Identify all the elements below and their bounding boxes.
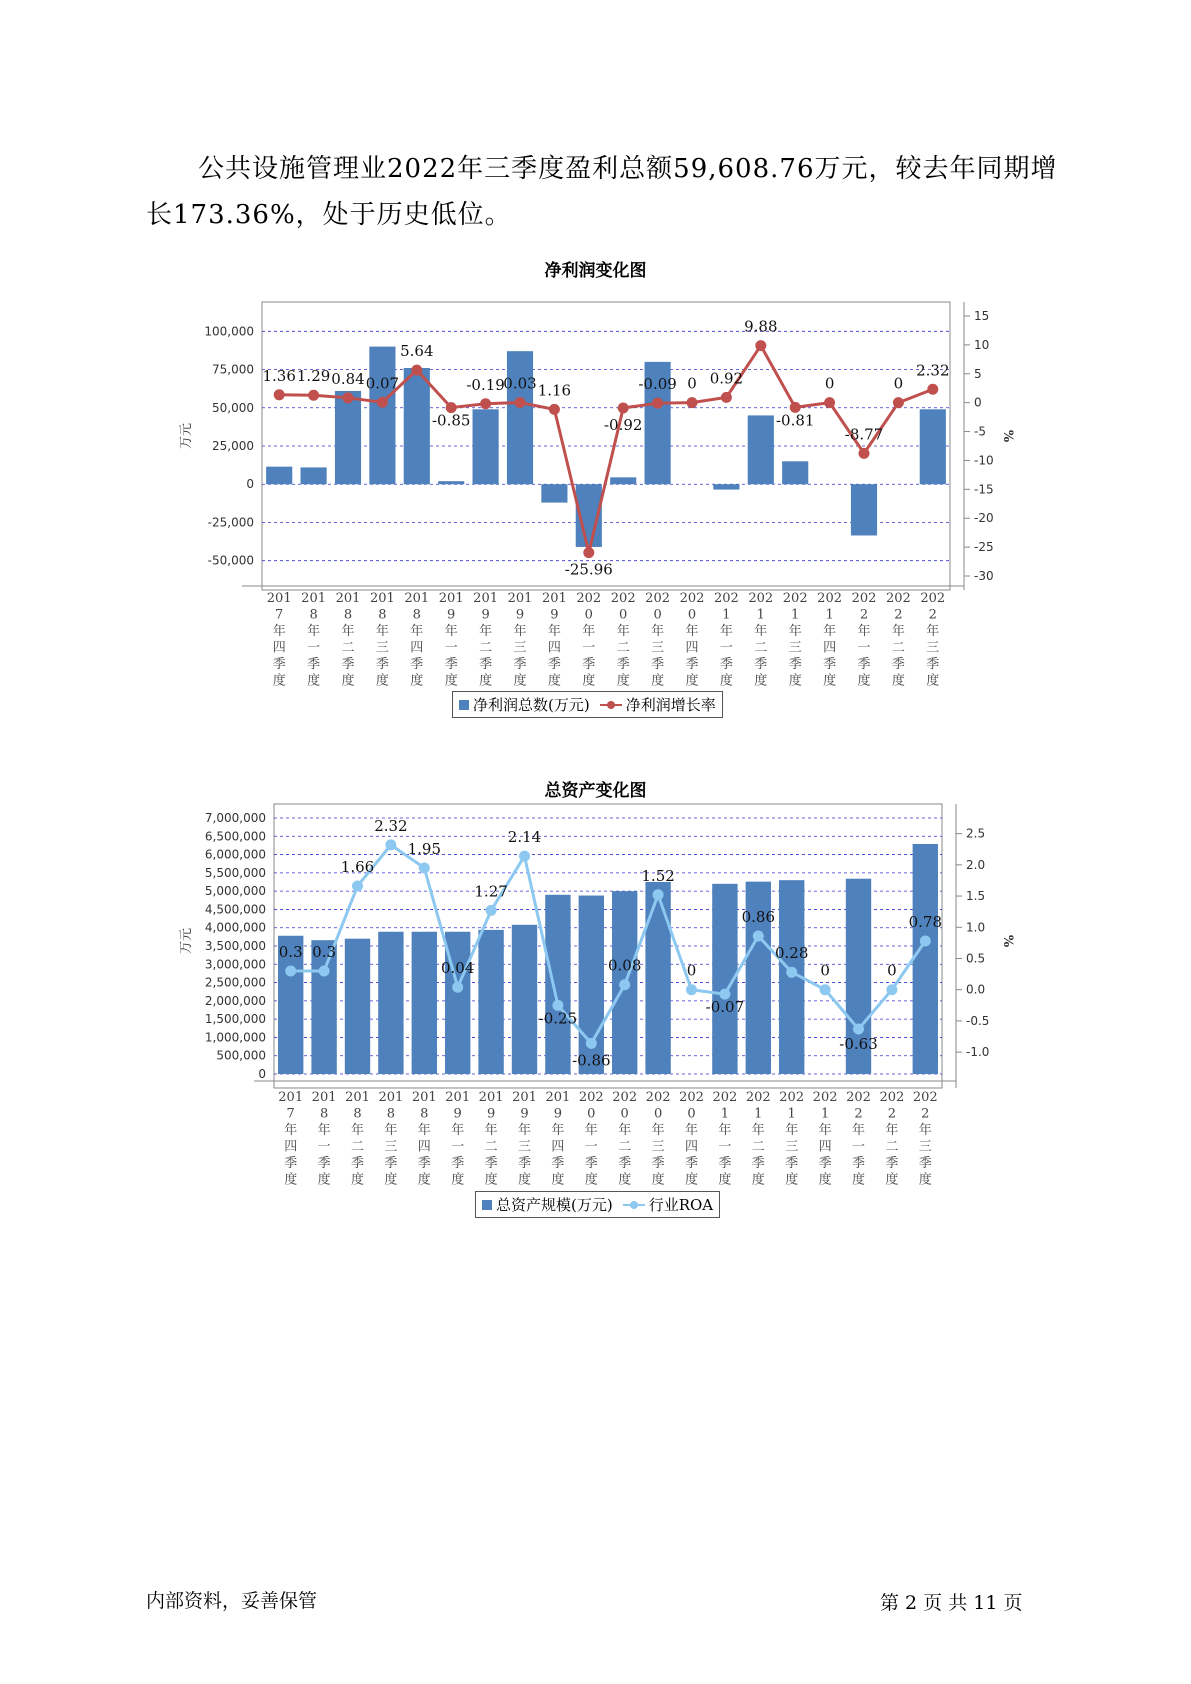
x-tick-label: 202 0 年四季度 bbox=[679, 1090, 704, 1188]
line-point bbox=[886, 984, 897, 995]
line-point bbox=[753, 931, 764, 942]
x-tick-label: 202 2 年一季度 bbox=[846, 1090, 871, 1188]
point-label: 0.08 bbox=[607, 956, 642, 975]
y2-tick-label: -10 bbox=[974, 453, 994, 468]
y2-tick-label: -30 bbox=[974, 569, 994, 583]
total-assets-legend bbox=[475, 1191, 720, 1218]
legend-item-bar bbox=[459, 694, 590, 715]
line-point bbox=[920, 936, 931, 947]
bar bbox=[478, 930, 503, 1074]
line-point bbox=[411, 365, 422, 376]
legend-item-bar bbox=[482, 1194, 613, 1215]
x-tick-label: 202 1 年四季度 bbox=[817, 591, 843, 689]
y-tick-label: 1,500,000 bbox=[204, 1012, 266, 1027]
point-label: 0 bbox=[824, 374, 835, 393]
line-point bbox=[385, 839, 396, 850]
y-tick-label: 3,500,000 bbox=[204, 939, 266, 953]
bar bbox=[345, 939, 370, 1074]
y-tick-label: 4,500,000 bbox=[204, 902, 266, 917]
x-tick-label: 201 8 年二季度 bbox=[335, 591, 361, 689]
y2-axis-label: % bbox=[1000, 934, 1015, 948]
x-tick-label: 202 1 年三季度 bbox=[779, 1090, 805, 1188]
line-point bbox=[519, 851, 530, 862]
y2-tick-label: 0.0 bbox=[966, 982, 986, 997]
x-tick-label: 201 9 年二季度 bbox=[478, 1090, 504, 1188]
line-point bbox=[721, 392, 732, 403]
line-point bbox=[285, 965, 296, 976]
point-label: 0.86 bbox=[741, 908, 776, 927]
bar bbox=[545, 895, 570, 1074]
y2-axis-label: % bbox=[1000, 429, 1015, 443]
line-point bbox=[419, 862, 430, 873]
point-label: 1.52 bbox=[641, 866, 675, 885]
line-point bbox=[343, 392, 354, 403]
point-label: -25.96 bbox=[564, 560, 613, 579]
x-tick-label: 202 2 年三季度 bbox=[912, 1090, 938, 1188]
x-tick-label: 202 1 年四季度 bbox=[812, 1090, 838, 1188]
x-tick-label: 201 8 年一季度 bbox=[301, 591, 327, 689]
y2-tick-label: 1.5 bbox=[966, 889, 986, 904]
y-tick-label: 1,000,000 bbox=[204, 1030, 266, 1045]
line-point bbox=[687, 397, 698, 408]
point-label: 0.28 bbox=[774, 944, 809, 963]
y-tick-label: 50,000 bbox=[212, 400, 254, 415]
x-tick-label: 202 1 年三季度 bbox=[782, 591, 808, 689]
y2-tick-label: 0.5 bbox=[966, 951, 986, 966]
point-label: 0 bbox=[686, 961, 697, 980]
body-paragraph: 公共设施管理业2022年三季度盈利总额59,608.76万元，较去年同期增长173.36%，处于历史低位。 bbox=[146, 154, 1058, 230]
x-tick-label: 201 7 年四季度 bbox=[278, 1090, 304, 1188]
line-point bbox=[586, 1038, 597, 1049]
x-tick-label: 202 0 年一季度 bbox=[576, 591, 602, 689]
x-tick-label: 201 9 年四季度 bbox=[545, 1090, 571, 1188]
bar bbox=[782, 461, 808, 484]
point-label: 5.64 bbox=[400, 342, 434, 361]
line-point bbox=[824, 397, 835, 408]
legend-bar-swatch bbox=[459, 700, 469, 710]
legend-bar-label: 总资产规模(万元) bbox=[496, 1196, 613, 1214]
y2-tick-label: -1.0 bbox=[966, 1045, 990, 1060]
bar bbox=[645, 882, 670, 1074]
point-label: 2.32 bbox=[916, 361, 950, 380]
y2-tick-label: 15 bbox=[974, 309, 990, 323]
point-label: 0 bbox=[893, 374, 904, 393]
bar bbox=[507, 351, 533, 484]
line-point bbox=[859, 448, 870, 459]
line-point bbox=[786, 967, 797, 978]
y2-tick-label: 10 bbox=[974, 337, 990, 352]
x-tick-label: 202 0 年二季度 bbox=[610, 591, 636, 689]
footer-confidential-note: 内部资料，妥善保管 bbox=[146, 1590, 318, 1612]
legend-line-label: 行业ROA bbox=[648, 1196, 714, 1214]
y-axis-label: 万元 bbox=[179, 422, 194, 450]
bar bbox=[920, 409, 946, 484]
legend-bar-label: 净利润总数(万元) bbox=[473, 696, 590, 714]
bar bbox=[404, 368, 430, 484]
line-point bbox=[893, 397, 904, 408]
bar bbox=[913, 844, 938, 1074]
net-profit-legend bbox=[452, 691, 723, 718]
legend-item-line bbox=[600, 694, 716, 715]
bar bbox=[369, 347, 395, 485]
y2-tick-label: 0 bbox=[974, 395, 982, 410]
legend-line-swatch bbox=[600, 700, 622, 710]
line-point bbox=[377, 397, 388, 408]
x-tick-label: 202 2 年三季度 bbox=[920, 591, 946, 689]
line-point bbox=[653, 889, 664, 900]
bar bbox=[610, 477, 636, 484]
x-tick-label: 202 1 年二季度 bbox=[748, 591, 774, 689]
chart-title-total-assets: 总资产变化图 bbox=[544, 781, 647, 801]
x-tick-label: 201 9 年三季度 bbox=[512, 1090, 537, 1188]
point-label: 1.29 bbox=[296, 367, 331, 386]
y-tick-label: 3,000,000 bbox=[204, 957, 266, 972]
line-point bbox=[583, 547, 594, 558]
line-point bbox=[308, 390, 319, 401]
bar bbox=[851, 484, 877, 535]
x-tick-label: 201 9 年一季度 bbox=[445, 1090, 471, 1188]
x-tick-label: 202 0 年三季度 bbox=[645, 1090, 671, 1188]
x-tick-label: 201 7 年四季度 bbox=[266, 591, 292, 689]
legend-bar-swatch bbox=[482, 1200, 492, 1210]
x-tick-label: 202 1 年二季度 bbox=[745, 1090, 771, 1188]
point-label: -0.92 bbox=[603, 415, 643, 434]
x-tick-label: 201 9 年三季度 bbox=[507, 591, 533, 689]
y2-tick-label: 2.0 bbox=[966, 857, 986, 872]
line-point bbox=[619, 979, 630, 990]
point-label: -0.07 bbox=[705, 998, 745, 1017]
point-label: 1.95 bbox=[407, 839, 442, 858]
point-label: 2.14 bbox=[507, 828, 542, 847]
x-tick-label: 202 0 年一季度 bbox=[578, 1090, 604, 1188]
legend-line-swatch bbox=[623, 1200, 645, 1210]
y2-tick-label: 5 bbox=[974, 366, 982, 381]
y-tick-label: 5,000,000 bbox=[204, 884, 266, 899]
point-label: 0 bbox=[887, 961, 897, 980]
y-tick-label: -25,000 bbox=[207, 515, 254, 530]
y-tick-label: 75,000 bbox=[212, 362, 254, 377]
line-point bbox=[515, 397, 526, 408]
point-label: 0.84 bbox=[331, 369, 365, 388]
point-label: 0.04 bbox=[440, 959, 475, 978]
point-label: 2.32 bbox=[374, 816, 408, 835]
line-point bbox=[352, 881, 363, 892]
line-point bbox=[686, 984, 697, 995]
x-tick-label: 202 0 年四季度 bbox=[679, 591, 705, 689]
y-tick-label: 25,000 bbox=[212, 439, 254, 453]
x-tick-label: 201 8 年一季度 bbox=[311, 1090, 337, 1188]
point-label: -0.09 bbox=[638, 375, 677, 394]
point-label: 0.78 bbox=[908, 913, 943, 932]
bar bbox=[713, 484, 739, 489]
line-point bbox=[820, 984, 831, 995]
y2-tick-label: -25 bbox=[974, 540, 994, 555]
x-tick-label: 202 1 年一季度 bbox=[712, 1090, 738, 1188]
x-tick-label: 201 8 年四季度 bbox=[411, 1090, 437, 1188]
x-tick-label: 202 0 年三季度 bbox=[645, 591, 671, 689]
line-point bbox=[927, 384, 938, 395]
x-tick-label: 201 8 年二季度 bbox=[345, 1090, 370, 1188]
line-point bbox=[755, 340, 766, 351]
y-tick-label: -50,000 bbox=[207, 553, 254, 568]
y-tick-label: 6,500,000 bbox=[204, 829, 266, 844]
point-label: 1.66 bbox=[340, 858, 375, 877]
x-tick-label: 201 9 年一季度 bbox=[438, 591, 464, 689]
bar bbox=[266, 467, 292, 485]
y-tick-label: 4,000,000 bbox=[204, 920, 266, 935]
line-point bbox=[319, 965, 330, 976]
point-label: 0.92 bbox=[709, 369, 744, 388]
y-tick-label: 100,000 bbox=[204, 324, 254, 339]
x-tick-label: 201 8 年三季度 bbox=[369, 591, 395, 689]
point-label: 0 bbox=[687, 374, 697, 393]
total-assets-chart bbox=[0, 806, 1191, 1206]
bar bbox=[412, 932, 437, 1074]
point-label: 0.03 bbox=[503, 374, 537, 393]
bar bbox=[301, 467, 327, 484]
line-point bbox=[480, 398, 491, 409]
point-label: -0.63 bbox=[839, 1035, 878, 1054]
y-tick-label: 500,000 bbox=[216, 1048, 266, 1063]
point-label: 1.36 bbox=[262, 366, 296, 385]
y2-tick-label: 1.0 bbox=[966, 920, 986, 935]
bar bbox=[748, 415, 774, 484]
y-tick-label: 6,000,000 bbox=[204, 847, 266, 862]
y-tick-label: 5,500,000 bbox=[204, 865, 266, 880]
point-label: 0 bbox=[820, 961, 830, 980]
x-tick-label: 202 2 年二季度 bbox=[879, 1090, 905, 1188]
bar bbox=[335, 391, 361, 484]
point-label: -0.25 bbox=[538, 1009, 578, 1028]
x-tick-label: 201 8 年三季度 bbox=[378, 1090, 404, 1188]
footer-page-number: 第 2 页 共 11 页 bbox=[880, 1592, 1023, 1614]
line-point bbox=[549, 404, 560, 415]
y2-tick-label: 2.5 bbox=[966, 826, 986, 841]
point-label: 9.88 bbox=[744, 317, 778, 336]
x-tick-label: 201 9 年四季度 bbox=[541, 591, 567, 689]
x-tick-label: 202 2 年一季度 bbox=[851, 591, 877, 689]
point-label: -0.85 bbox=[431, 411, 471, 430]
bar bbox=[512, 925, 537, 1074]
line-point bbox=[652, 398, 663, 409]
y2-tick-label: -5 bbox=[974, 424, 986, 439]
x-tick-label: 201 8 年四季度 bbox=[404, 591, 430, 689]
point-label: -0.86 bbox=[572, 1051, 611, 1070]
point-label: 1.16 bbox=[537, 381, 572, 400]
bar bbox=[438, 481, 464, 484]
y2-tick-label: -0.5 bbox=[966, 1013, 990, 1028]
y-tick-label: 7,000,000 bbox=[204, 811, 266, 825]
line-point bbox=[452, 982, 463, 993]
chart-title-net-profit: 净利润变化图 bbox=[544, 261, 647, 281]
point-label: -0.19 bbox=[466, 375, 505, 394]
y-tick-label: 2,000,000 bbox=[204, 993, 266, 1008]
x-tick-label: 201 9 年二季度 bbox=[473, 591, 499, 689]
line-point bbox=[618, 402, 629, 413]
y-axis-label: 万元 bbox=[179, 927, 194, 955]
y2-tick-label: -20 bbox=[974, 511, 994, 526]
line-point bbox=[274, 389, 285, 400]
point-label: 0.07 bbox=[365, 374, 400, 393]
legend-line-label: 净利润增长率 bbox=[625, 696, 716, 714]
x-tick-label: 202 0 年二季度 bbox=[612, 1090, 638, 1188]
point-label: 1.27 bbox=[474, 882, 508, 901]
y-tick-label: 0 bbox=[258, 1067, 266, 1081]
y-tick-label: 0 bbox=[246, 477, 254, 492]
x-tick-label: 202 1 年一季度 bbox=[713, 591, 739, 689]
point-label: -8.77 bbox=[844, 425, 884, 444]
line-point bbox=[486, 905, 497, 916]
point-label: 0.3 bbox=[278, 942, 303, 961]
x-tick-label: 202 2 年二季度 bbox=[885, 591, 911, 689]
bar bbox=[473, 409, 499, 484]
y-tick-label: 2,500,000 bbox=[204, 975, 266, 990]
line-point bbox=[853, 1024, 864, 1035]
bar bbox=[378, 932, 403, 1074]
net-profit-chart bbox=[0, 286, 1191, 689]
point-label: 0.3 bbox=[312, 942, 337, 961]
bar bbox=[541, 484, 567, 502]
legend-item-line bbox=[623, 1194, 713, 1215]
point-label: -0.81 bbox=[775, 411, 815, 430]
y2-tick-label: -15 bbox=[974, 482, 994, 497]
